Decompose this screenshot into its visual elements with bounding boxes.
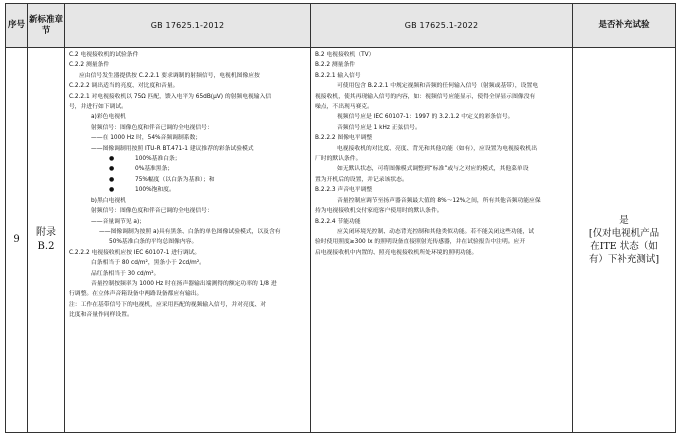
new-line: 视频信号应是 IEC 60107-1：1997 的 3.2.1.2 中定义的彩条信号。: [337, 114, 514, 121]
old-line: C.2.2.2 电视接收机应按 IEC 60107-1 进行调试。: [69, 249, 201, 256]
new-line: B.2.2.3 声音电平调整: [315, 187, 373, 194]
new-line: B.2.2.2 图像电平调整: [315, 135, 373, 142]
old-line: ● 75%幅度（以白条为基准）；和: [69, 175, 306, 185]
header-row: [6, 4, 676, 48]
new-line: 音量控制应调节至扬声器音频最大值的 8%～12%之间，所有其他音频功能应保: [337, 197, 541, 204]
old-line: ● 100%饱和度。: [69, 185, 306, 195]
new-line: B.2 电视接收机（TV）: [315, 52, 375, 58]
new-line: 如无默认状态，可将图像模式调整到“标准”或与之对应的模式，其他菜单设: [337, 166, 529, 173]
old-line: 50%基准白条的平均总图像内容。: [109, 239, 198, 246]
old-line: 品红条相当于 30 cd/m²。: [91, 270, 160, 277]
row-clause: 附录B.2: [28, 48, 65, 433]
header-new-clause: 新标准章节: [28, 4, 65, 48]
row-seq: 9: [6, 48, 28, 433]
old-line: C.2.2.2 调出适当的亮度、对比度和音量。: [69, 83, 179, 90]
new-line: 厂时的默认条件。: [315, 156, 362, 163]
old-line: ● 0%基准黑条；: [69, 164, 306, 174]
old-line: b)黑白电视机: [91, 197, 126, 204]
new-line: B.2.2 测量条件: [315, 62, 356, 69]
new-line: 置为开机后的设置，并记录该状态。: [315, 176, 408, 183]
old-line: C.2.2.1 对电视接收机以 75Ω 匹配，馈入电平为 65dB(μV) 的射频电视输入信: [69, 93, 272, 100]
old-line: a)彩色电视机: [91, 114, 126, 121]
new-line: 电视接收机的对比度、亮度、背光和其他功能（如有），应设置为电视接收机出: [337, 145, 537, 152]
new-line: 验时使用照度≥300 lx 的照明设备直接照射光传感器，并在试验报告中注明。应开: [315, 239, 526, 246]
old-line: 行调整。在立体声音箱设备中两路设备都应有输出。: [69, 291, 203, 298]
new-standard-text: [311, 48, 573, 433]
old-line: 射频信号：图像色度和伴音已调的全电视信号：: [91, 208, 213, 215]
header-old-standard: GB 17625.1-2012: [65, 4, 311, 48]
old-line: ——图像调制为按照 a)具有黑条、白条的单色图像试验模式，以及含有: [99, 228, 281, 235]
header-new-standard: GB 17625.1-2022: [311, 4, 573, 48]
old-line: 应由信号发生器提供按 C.2.2.1 要求调制的射频信号，电视机图像应按: [79, 72, 260, 79]
new-line: B.2.2.1 输入信号: [315, 72, 361, 79]
new-line: 音频信号应是 1 kHz 正弦信号。: [337, 124, 421, 131]
table-row: [6, 48, 676, 433]
new-line: 持为电视接收机交付家庭客户使用时的默认条件。: [315, 208, 443, 215]
old-line: 比度和音量作同样设置。: [69, 312, 133, 319]
old-line: 射频信号：图像色度和伴音已调的全电视信号：: [91, 124, 213, 131]
old-standard-text: [65, 48, 311, 433]
new-line: 视接收机，使其再现输入信号的内容，如：视频信号应能显示，使得全屏显示图像没有: [315, 93, 536, 100]
supplement-conclusion: [573, 48, 676, 433]
new-line: 可使用包含 B.2.2.1 中规定视频和音频的任何输入信号（射频或基带），设置电: [337, 83, 539, 90]
old-line: ——图像调制用按照 ITU-R BT.471-1 建议推荐的彩条试验模式: [91, 145, 254, 152]
old-line: ——在 1000 Hz 时，54%音频调制系数；: [91, 135, 202, 142]
old-line: C.2 电视接收机的试验条件: [69, 52, 139, 58]
old-line: 号，并进行如下调试。: [69, 104, 127, 111]
old-line: C.2.2 测量条件: [69, 62, 110, 69]
header-supplement-test: 是否补充试验: [573, 4, 676, 48]
old-line: 注：工作在基带信号下的电视机，应采用匹配的视频输入信号，并对亮度、对: [69, 301, 267, 308]
comparison-table: [5, 3, 676, 433]
new-line: 应关闭环境光控制、动态背光控制和其他类似功能。若不能关闭这些功能，试: [337, 228, 535, 235]
header-seq: 序号: [6, 4, 28, 48]
conclusion-note: [仅对电视机产品在ITE 状态（如有）下补充测试]: [588, 228, 660, 265]
old-line: 白条相当于 80 cd/m²，黑条小于 2cd/m²。: [91, 260, 205, 267]
conclusion-yes: 是: [619, 215, 629, 226]
old-line: ——音量调节见 a)；: [91, 218, 146, 225]
new-line: 噪点，不出现马赛克。: [315, 104, 373, 111]
new-line: B.2.2.4 节能功能: [315, 218, 361, 225]
new-line: 启电视接收机中内置的、照亮电视接收机所处环境的照明功能。: [315, 249, 478, 256]
old-line: ● 100%基准白条；: [69, 154, 306, 164]
old-line: 音量控制按频率为 1000 Hz 时在扬声器输出端测得的额定功率的 1/8 进: [91, 280, 277, 287]
